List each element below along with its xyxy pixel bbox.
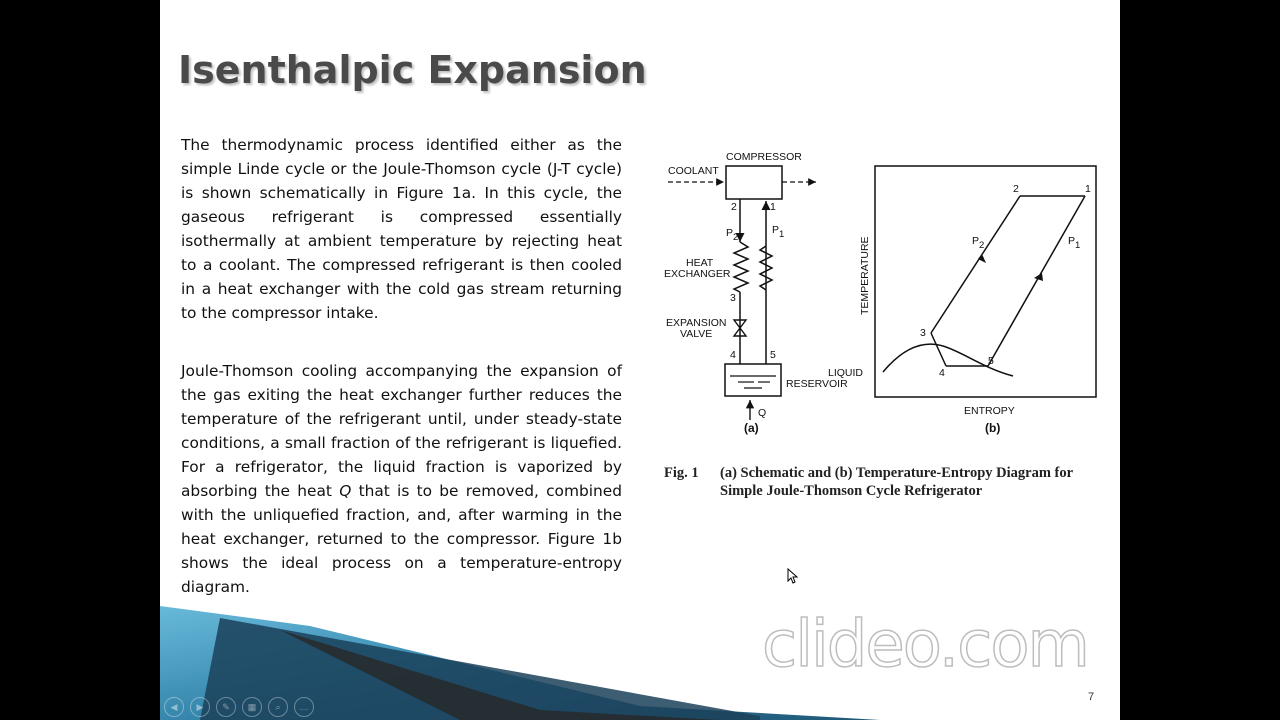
slideshow-nav — [164, 697, 314, 717]
liquid-reservoir-label-1: LIQUID — [828, 367, 864, 379]
ts-point-1: 1 — [1085, 183, 1091, 195]
heat-q-label: Q — [758, 407, 767, 419]
ts-plot-frame — [875, 166, 1096, 397]
coolant-label: COOLANT — [668, 165, 719, 177]
slide-title: Isenthalpic Expansion — [178, 48, 647, 92]
point-5-label: 5 — [770, 349, 776, 361]
panel-a-label: (a) — [744, 421, 759, 435]
isenthalpic-expansion — [931, 333, 946, 366]
figure-caption-text: (a) Schematic and (b) Temperature-Entropy Diagram for Simple Joule-Thomson Cycle Refrigerator — [720, 465, 1073, 499]
ts-p2-subscript: 2 — [979, 240, 985, 251]
p2-isobar — [931, 196, 1020, 333]
svg-text:P1 — [1068, 235, 1080, 251]
point-2-label: 2 — [731, 201, 737, 213]
figure-number: Fig. 1 — [664, 465, 699, 481]
entropy-axis-label: ENTROPY — [964, 405, 1015, 417]
clideo-watermark: clideo.com — [762, 608, 1088, 682]
next-icon[interactable]: ▶ — [190, 697, 210, 717]
slides-icon[interactable]: ▦ — [242, 697, 262, 717]
heat-exchanger-label-1: HEAT — [686, 257, 714, 269]
previous-icon[interactable]: ◀ — [164, 697, 184, 717]
liquid-reservoir-label-2: RESERVOIR — [786, 378, 848, 390]
zoom-icon[interactable]: ⌕ — [268, 697, 288, 717]
mouse-cursor-icon — [787, 568, 799, 584]
ts-p2-label: P — [972, 235, 980, 247]
svg-text:P1 — [772, 224, 784, 240]
svg-text:P2 — [726, 227, 738, 243]
point-3-label: 3 — [730, 292, 736, 304]
ts-p1-subscript: 1 — [1075, 240, 1081, 251]
p2-direction-arrow — [978, 254, 986, 263]
svg-text:P2 — [972, 235, 984, 251]
expansion-valve-label-2: VALVE — [680, 328, 713, 340]
p1-subscript: 1 — [779, 229, 785, 240]
temperature-axis-label: TEMPERATURE — [859, 236, 871, 315]
point-1-label: 1 — [770, 201, 776, 213]
figure-1 — [658, 140, 1108, 440]
compressor-label: COMPRESSOR — [726, 151, 802, 163]
ts-point-3: 3 — [920, 327, 926, 339]
slide-number: 7 — [1088, 691, 1095, 703]
ts-point-5: 5 — [988, 355, 994, 367]
panel-b-label: (b) — [985, 421, 1001, 435]
liquid-reservoir-box — [725, 364, 781, 396]
point-4-label: 4 — [730, 349, 736, 361]
ts-p1-label: P — [1068, 235, 1076, 247]
p2-subscript: 2 — [733, 232, 739, 243]
heat-exchanger-coil — [734, 242, 748, 292]
heat-exchanger-label-2: EXCHANGER — [664, 268, 731, 280]
ts-point-2: 2 — [1013, 183, 1019, 195]
paragraph-2: Joule-Thomson cooling accompanying the expansion of the gas exiting the heat exchanger further reduces the temperature of the refrigerant until, under steady-state conditions, a small fraction of the refrigerant is liquefied. For a refrigerator, the liquid fraction is vaporized by absorbing the heat Q that is to be removed, combined with the unliquefied fraction, and, after warming in the heat exchanger, returned to the compressor. Figure 1b shows the ideal process on a temperature-entropy diagram. — [181, 362, 623, 596]
compressor-box — [726, 166, 782, 199]
p1-direction-arrow — [1034, 273, 1043, 281]
p1-label: P — [772, 224, 780, 236]
ts-diagram — [859, 166, 1096, 435]
ts-point-4: 4 — [939, 367, 945, 379]
more-icon[interactable]: … — [294, 697, 314, 717]
pen-icon[interactable]: ✎ — [216, 697, 236, 717]
schematic-diagram — [664, 151, 863, 435]
p2-label: P — [726, 227, 734, 239]
expansion-valve-label-1: EXPANSION — [666, 317, 727, 329]
paragraph-1: The thermodynamic process identified either as the simple Linde cycle or the Joule-Thomson cycle (J-T cycle) is shown schematically in Figure 1a. In this cycle, the gaseous refrigerant is compressed essentially isothermally at ambient temperature by rejecting heat to a coolant. The compressed refrigerant is then cooled in a heat exchanger with the cold gas stream returning to the compressor intake. — [181, 136, 622, 322]
